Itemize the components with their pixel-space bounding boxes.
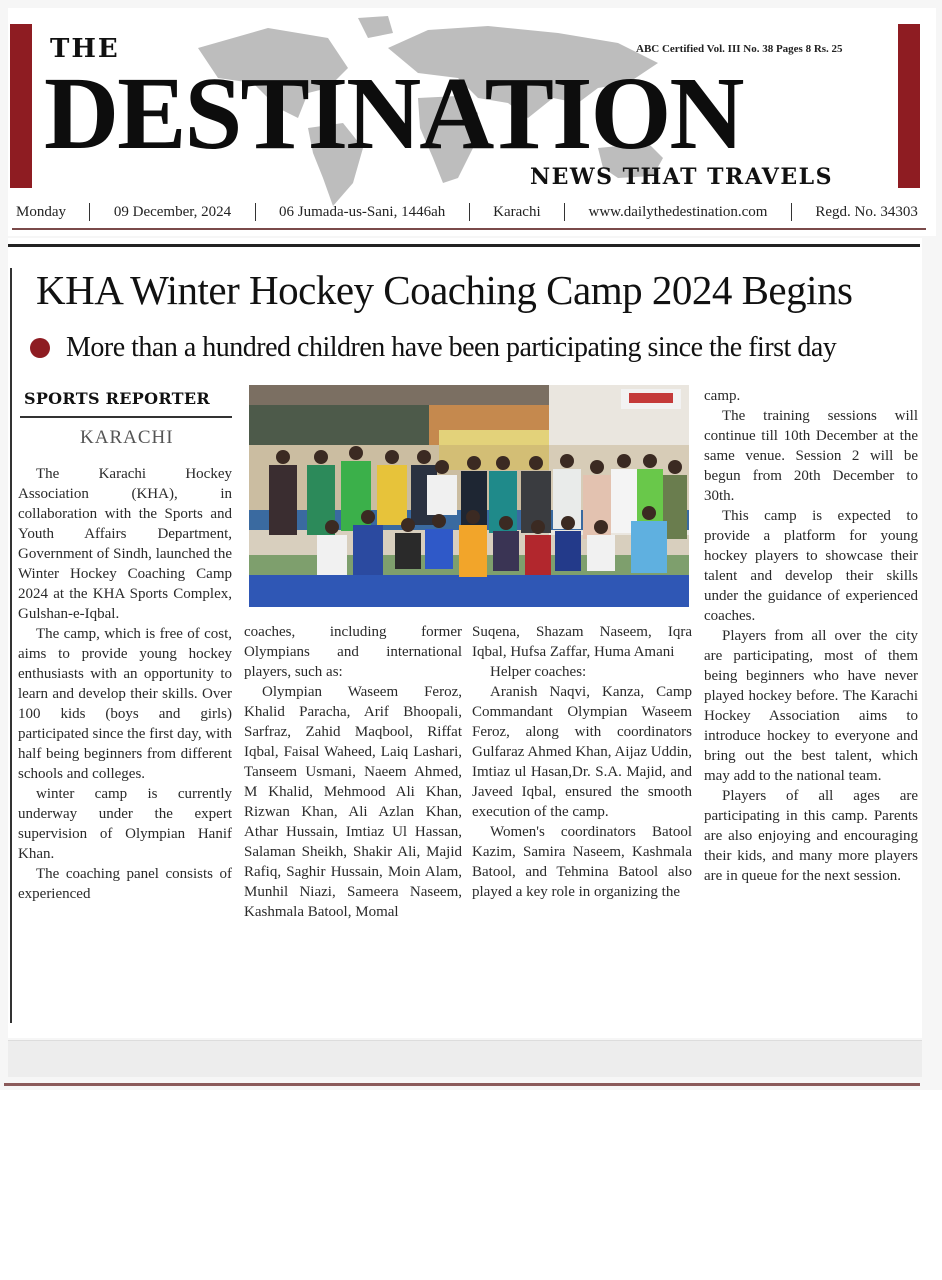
article-top-rule bbox=[8, 244, 920, 247]
dateline-regd: Regd. No. 34303 bbox=[815, 204, 918, 220]
tagline: NEWS THAT TRAVELS bbox=[530, 164, 834, 190]
column-rule bbox=[10, 268, 12, 1023]
paragraph: Players of all ages are participating in this camp. Parents are also enjoying and encouraging their kids, and many more players are in queue for the next session. bbox=[704, 788, 918, 884]
paragraph: Suqena, Shazam Naseem, Iqra Iqbal, Hufsa Zaffar, Huma Amani bbox=[472, 624, 692, 660]
newspaper-name: DESTINATION bbox=[44, 56, 743, 171]
paragraph: camp. bbox=[704, 388, 741, 404]
masthead-the: THE bbox=[50, 34, 120, 64]
article-column-1 bbox=[18, 464, 232, 904]
paragraph: Olympian Waseem Feroz, Khalid Paracha, Arif Bhoopali, Sarfraz, Zahid Maqbool, Riffat Iqbal, Faisal Waheed, Laiq Lashari, Tanseem Usmani, Naeem Ahmed, M Khalid, Mehmood Ali Khan, Rizwan Khan, Ali Azlan Khan, Athar Hussain, Imtiaz Ul Hassan, Salaman Sheikh, Shakir Ali, Majid Rafiq, Saghir Hussain, Moin Alam, Munhil Niazi, Sameera Naseem, Kashmala Batool, Momal bbox=[244, 684, 462, 920]
dateline-city: Karachi bbox=[493, 204, 541, 220]
masthead-rule bbox=[12, 228, 926, 230]
page-footer-rule bbox=[4, 1083, 920, 1086]
article-headline: KHA Winter Hockey Coaching Camp 2024 Begins bbox=[36, 267, 853, 313]
divider bbox=[791, 203, 792, 221]
byline: SPORTS REPORTER bbox=[24, 389, 210, 408]
paragraph: Women's coordinators Batool Kazim, Samira Naseem, Kashmala Batool, and Tehmina Batool also played a key role in organizing the bbox=[472, 824, 692, 900]
bullet-icon bbox=[30, 338, 50, 358]
byline-rule bbox=[20, 416, 232, 418]
photo-illustration bbox=[249, 385, 689, 607]
article-photo bbox=[249, 385, 689, 607]
divider bbox=[89, 203, 90, 221]
article-subheadline: More than a hundred children have been participating since the first day bbox=[66, 332, 837, 363]
article-column-3 bbox=[472, 622, 692, 902]
masthead-accent-bar-left bbox=[10, 24, 32, 188]
divider bbox=[564, 203, 565, 221]
page-footer-band bbox=[8, 1040, 922, 1077]
masthead-dateline bbox=[12, 200, 922, 224]
edition-info: ABC Certified Vol. III No. 38 Pages 8 Rs. 25 bbox=[636, 43, 843, 55]
paragraph: The Karachi Hockey Association (KHA), in collaboration with the Sports and Youth Affairs Department, Government of Sindh, launched the Winter Hockey Coaching Camp 2024 at the KHA Sports Complex, Gulshan-e-Iqbal. bbox=[18, 466, 232, 622]
paragraph: The camp, which is free of cost, aims to provide young hockey enthusiasts with an opportunity to learn and develop their skills. Over 100 kids (boys and girls) participated since the first day, with half being beginners from different schools and colleges. bbox=[18, 626, 232, 782]
dateline-date: 09 December, 2024 bbox=[113, 204, 232, 220]
article-column-4 bbox=[704, 386, 918, 886]
dateline-website[interactable]: www.dailythedestination.com bbox=[588, 204, 768, 220]
paragraph: winter camp is currently underway under the expert supervision of Olympian Hanif Khan. bbox=[18, 786, 232, 862]
paragraph: Helper coaches: bbox=[490, 664, 587, 680]
paragraph: This camp is expected to provide a platform for young hockey players to showcase their talent and develop their skills under the guidance of experienced coaches. bbox=[704, 508, 918, 624]
paragraph: The coaching panel consists of experienced bbox=[18, 866, 232, 902]
paragraph: coaches, including former Olympians and international players, such as: bbox=[244, 624, 462, 680]
masthead-accent-bar-right bbox=[898, 24, 920, 188]
paragraph: Players from all over the city are participating, most of them being beginners who have never played hockey before. The Karachi Hockey Association aims to introduce hockey to everyone and bring out the best talent, which may add to the national team. bbox=[704, 628, 918, 784]
paragraph: The training sessions will continue till 10th December at the same venue. Session 2 will be begun from 20th December to 30th. bbox=[704, 408, 918, 504]
article-city: KARACHI bbox=[80, 427, 174, 448]
article bbox=[8, 238, 922, 1038]
article-column-2 bbox=[244, 622, 462, 922]
dateline-hijri: 06 Jumada-us-Sani, 1446ah bbox=[279, 204, 446, 220]
paragraph: Aranish Naqvi, Kanza, Camp Commandant Olympian Waseem Feroz, along with coordinators Gulfaraz Ahmed Khan, Aijaz Uddin, Imtiaz ul Hasan,Dr. S.A. Majid, and Javeed Iqbal, ensured the smooth execution of the camp. bbox=[472, 684, 692, 820]
divider bbox=[255, 203, 256, 221]
masthead bbox=[8, 8, 936, 236]
divider bbox=[469, 203, 470, 221]
dateline-day: Monday bbox=[16, 204, 66, 220]
